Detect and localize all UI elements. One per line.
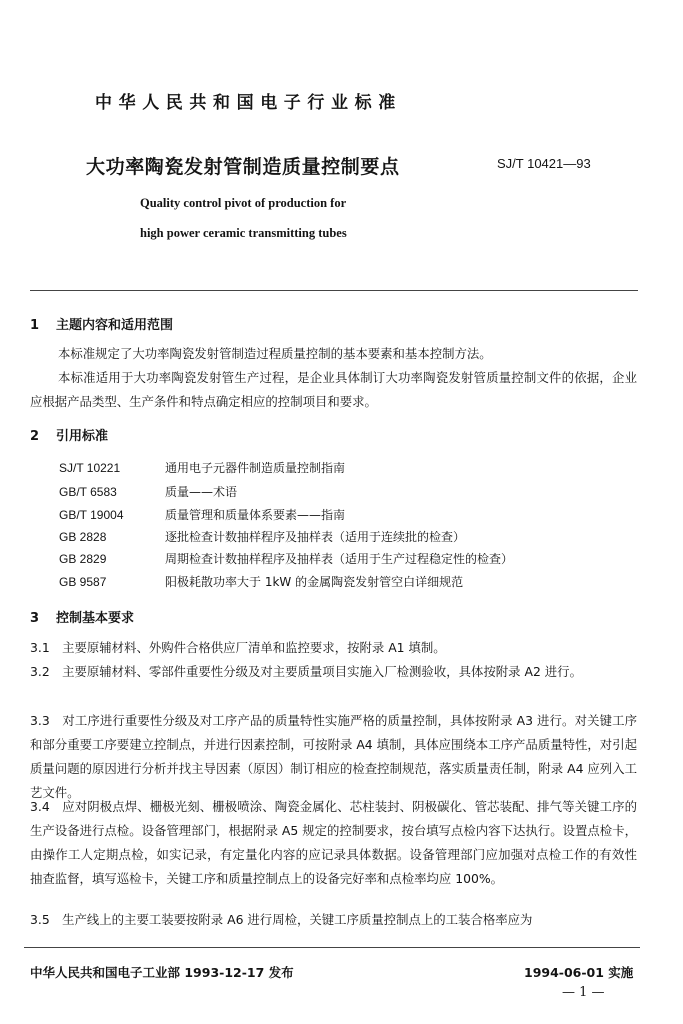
section-3-heading <box>30 607 134 626</box>
reference-title: 通用电子元器件制造质量控制指南 <box>165 461 346 475</box>
reference-row <box>59 506 345 523</box>
section-1-paragraph-1: 本标准规定了大功率陶瓷发射管制造过程质量控制的基本要素和基本控制方法。 <box>58 346 492 361</box>
section-3-title: 控制基本要求 <box>56 611 135 626</box>
section-1-heading <box>30 314 173 333</box>
footer-divider <box>24 947 640 948</box>
reference-row <box>59 459 345 476</box>
document-title-english-line2: high power ceramic transmitting tubes <box>140 226 347 240</box>
issued-by-date: 中华人民共和国电子工业部 1993-12-17 发布 <box>30 965 294 980</box>
reference-title: 质量——术语 <box>165 485 238 499</box>
reference-code: SJ/T 10221 <box>59 461 121 475</box>
reference-row <box>59 528 465 545</box>
reference-code: GB 2829 <box>59 552 107 566</box>
clause-3-2: 3.2 主要原辅材料、零部件重要性分级及对主要质量项目实施入厂检测验收，具体按附录 A2 进行。 <box>30 664 582 679</box>
reference-code: GB/T 6583 <box>59 485 117 499</box>
reference-code: GB 2828 <box>59 530 107 544</box>
document-title-english-line1: Quality control pivot of production for <box>140 196 347 210</box>
clause-3-3: 3.3 对工序进行重要性分级及对工序产品的质量特性实施严格的质量控制，具体按附录 A3 进行。对关键工序和部分重要工序要建立控制点，并进行因素控制，可按附录 A4 填制，具体应围绕本工序产品质量特性，对引起质量问题的原因进行分析并找主导因素（原因）制订相应的检查控制规范，落实质量责任制，附录 A4 应列入工艺文件。 <box>30 713 637 800</box>
clause-3-1: 3.1 主要原辅材料、外购件合格供应厂清单和监控要求，按附录 A1 填制。 <box>30 640 446 655</box>
section-2-number: 2 <box>30 429 40 444</box>
reference-title: 质量管理和质量体系要素——指南 <box>165 508 346 522</box>
reference-row <box>59 550 513 567</box>
page-number: — 1 — <box>562 985 605 1000</box>
reference-title: 周期检查计数抽样程序及抽样表（适用于生产过程稳定性的检查） <box>165 552 514 566</box>
document-title-chinese: 大功率陶瓷发射管制造质量控制要点 <box>86 156 400 178</box>
section-1-paragraph-2: 本标准适用于大功率陶瓷发射管生产过程，是企业具体制订大功率陶瓷发射管质量控制文件的依据，企业应根据产品类型、生产条件和特点确定相应的控制项目和要求。 <box>30 370 637 409</box>
section-1-title: 主题内容和适用范围 <box>56 318 174 333</box>
header-divider <box>30 290 638 291</box>
section-1-number: 1 <box>30 318 40 333</box>
section-2-title: 引用标准 <box>56 429 109 444</box>
section-2-heading <box>30 425 108 444</box>
standard-code: SJ/T 10421—93 <box>497 156 591 171</box>
effective-date: 1994-06-01 实施 <box>524 965 634 980</box>
reference-code: GB/T 19004 <box>59 508 124 522</box>
clause-3-5: 3.5 生产线上的主要工装要按附录 A6 进行周检，关键工序质量控制点上的工装合格率应为 <box>30 912 533 927</box>
reference-row <box>59 573 463 590</box>
section-3-number: 3 <box>30 611 40 626</box>
clause-3-4: 3.4 应对阴极点焊、栅极光刻、栅极喷涂、陶瓷金属化、芯柱装封、阴极碳化、管芯装配、排气等关键工序的生产设备进行点检。设备管理部门，根据附录 A5 规定的控制要求，按台填写点检内容下达执行。设置点检卡，由操作工人定期点检，如实记录，有定量化内容的应记录具体数据。设备管理部门应加强对点检工作的有效性抽查监督，填写巡检卡，关键工序和质量控制点上的设备完好率和点检率均应 100%。 <box>30 799 637 886</box>
industry-standard-heading: 中华人民共和国电子行业标准 <box>95 93 402 113</box>
reference-row <box>59 483 237 500</box>
reference-title: 逐批检查计数抽样程序及抽样表（适用于连续批的检查） <box>165 530 466 544</box>
reference-code: GB 9587 <box>59 575 107 589</box>
reference-title: 阳极耗散功率大于 1kW 的金属陶瓷发射管空白详细规范 <box>165 575 464 589</box>
